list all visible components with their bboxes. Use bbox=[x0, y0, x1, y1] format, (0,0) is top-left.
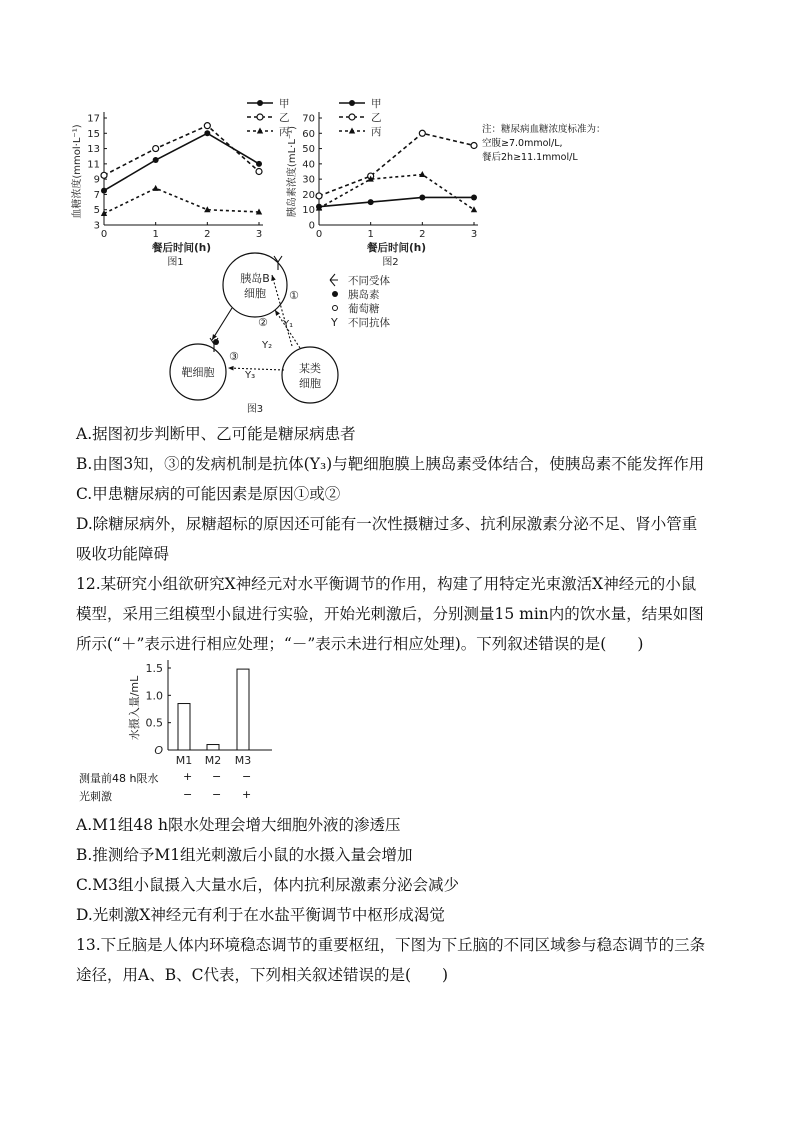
figure-caption: 图1 bbox=[167, 257, 184, 268]
arrow-y3-to-target-head bbox=[228, 366, 234, 371]
data-point-甲 bbox=[256, 161, 262, 167]
legend-marker bbox=[257, 128, 263, 134]
data-point-甲 bbox=[153, 157, 159, 163]
pathway-1-number: ① bbox=[289, 289, 299, 302]
data-point-乙 bbox=[153, 146, 159, 152]
category-label: M2 bbox=[204, 754, 222, 767]
y-tick-label: 50 bbox=[302, 144, 315, 156]
figure-3-caption: 图3 bbox=[246, 404, 264, 415]
bar-M2 bbox=[207, 745, 219, 750]
legend-label: 丙 bbox=[279, 126, 290, 138]
legend-label: 甲 bbox=[279, 98, 290, 110]
m1-light-stimulation: − bbox=[183, 788, 193, 801]
q12-option-a: A.M1组48 h限水处理会增大细胞外液的渗透压 bbox=[76, 816, 401, 834]
pancreatic-b-cell-label: 胰岛B bbox=[240, 272, 270, 285]
data-point-甲 bbox=[419, 194, 425, 200]
diabetes-standard-note bbox=[482, 123, 606, 165]
legend-glucose-icon bbox=[333, 306, 338, 311]
category-label: M3 bbox=[234, 754, 252, 767]
q12-option-c: C.M3组小鼠摄入大量水后，体内抗利尿激素分泌会减少 bbox=[76, 876, 459, 894]
y-tick-label: 13 bbox=[87, 144, 100, 156]
note-line-3: 餐后2h≥11.1mmol/L bbox=[482, 152, 578, 163]
legend-insulin-label: 胰岛素 bbox=[348, 289, 380, 301]
target-cell-label: 靶细胞 bbox=[181, 366, 215, 379]
antibody-y1-label: Y₁ bbox=[283, 319, 294, 330]
q13-stem-line-1: 13.下丘脑是人体内环境稳态调节的重要枢纽，下图为下丘脑的不同区域参与稳态调节的三条 bbox=[76, 936, 706, 954]
pathway-2-number: ② bbox=[258, 316, 268, 329]
data-point-乙 bbox=[471, 143, 477, 149]
series-line-乙 bbox=[319, 133, 474, 196]
legend-marker bbox=[349, 128, 355, 134]
data-point-甲 bbox=[471, 194, 477, 200]
legend-antibody-label: 不同抗体 bbox=[348, 317, 390, 329]
y-tick-label: 15 bbox=[87, 128, 100, 140]
y-tick-label: 0 bbox=[308, 220, 315, 232]
legend-receptor-icon bbox=[330, 274, 338, 286]
y-tick-label: 30 bbox=[302, 174, 315, 186]
data-point-乙 bbox=[204, 123, 210, 129]
antibody-y3-label: Y₃ bbox=[245, 370, 256, 381]
y-tick-label: 60 bbox=[302, 128, 315, 140]
insulin-dot bbox=[213, 339, 219, 345]
series-line-甲 bbox=[319, 197, 474, 206]
y-tick-label: 1.5 bbox=[145, 662, 163, 675]
y-tick-label: O bbox=[154, 744, 163, 757]
q12-stem-line-3: 所示(“＋”表示进行相应处理；“－”表示未进行相应处理)。下列叙述错误的是( ) bbox=[76, 635, 644, 653]
legend-glucose-label: 葡萄糖 bbox=[348, 303, 380, 315]
series-line-丙 bbox=[104, 188, 259, 213]
y-tick-label: 1.0 bbox=[145, 689, 163, 703]
data-point-乙 bbox=[419, 130, 425, 136]
data-point-乙 bbox=[101, 172, 107, 178]
y-axis-label: 血糖浓度(mmol·L⁻¹) bbox=[72, 124, 83, 219]
x-tick-label: 1 bbox=[367, 229, 374, 240]
y-tick-label: 10 bbox=[302, 205, 315, 217]
other-cell-label: 某类 bbox=[299, 362, 321, 375]
figure-3-mechanism-diagram bbox=[170, 253, 390, 415]
arrow-y3-to-target bbox=[228, 368, 284, 370]
bar-M3 bbox=[237, 669, 249, 750]
data-point-乙 bbox=[256, 169, 262, 175]
arrow-y2-to-pancreas-head bbox=[275, 310, 280, 316]
legend-marker bbox=[349, 100, 355, 106]
antibody-y2-label: Y₂ bbox=[262, 340, 273, 351]
x-tick-label: 1 bbox=[152, 229, 159, 240]
y-tick-label: 7 bbox=[93, 189, 100, 201]
data-point-甲 bbox=[204, 130, 210, 136]
data-point-丙 bbox=[152, 185, 158, 191]
q11-option-d-line-1: D.除糖尿病外，尿糖超标的原因还可能有一次性摄糖过多、抗利尿激素分泌不足、肾小管重 bbox=[76, 515, 698, 533]
data-point-丙 bbox=[471, 206, 477, 212]
y-tick-label: 70 bbox=[302, 113, 315, 125]
q12-stem-line-1: 12.某研究小组欲研究X神经元对水平衡调节的作用，构建了用特定光束激活X神经元的小鼠 bbox=[76, 575, 697, 593]
m1-water-restriction: + bbox=[183, 770, 193, 783]
figure-1-blood-glucose-chart bbox=[70, 98, 290, 268]
y-tick-label: 20 bbox=[302, 189, 315, 201]
y-tick-label: 5 bbox=[93, 205, 100, 217]
m2-water-restriction: − bbox=[212, 770, 222, 783]
note-line-2: 空腹≥7.0mmol/L, bbox=[482, 138, 563, 149]
legend-marker bbox=[257, 100, 263, 106]
q12-option-b: B.推测给予M1组光刺激后小鼠的水摄入量会增加 bbox=[76, 846, 413, 864]
series-line-甲 bbox=[104, 133, 259, 190]
legend-label: 乙 bbox=[371, 112, 382, 124]
q12-option-d: D.光刺激X神经元有利于在水盐平衡调节中枢形成渴觉 bbox=[76, 906, 445, 924]
y-tick-label: 40 bbox=[302, 159, 315, 171]
legend-marker bbox=[257, 114, 263, 120]
legend-marker bbox=[349, 114, 355, 120]
row-label-water-restriction: 测量前48 h限水 bbox=[79, 772, 159, 785]
legend-receptor-label: 不同受体 bbox=[348, 275, 390, 287]
bar-M1 bbox=[178, 704, 190, 750]
data-point-甲 bbox=[101, 188, 107, 194]
x-tick-label: 3 bbox=[470, 229, 478, 240]
x-axis-label: 餐后时间(h) bbox=[151, 242, 212, 254]
q11-option-c: C.甲患糖尿病的可能因素是原因①或② bbox=[76, 485, 341, 503]
other-cell bbox=[282, 347, 338, 403]
x-tick-label: 0 bbox=[315, 229, 323, 240]
legend-label: 甲 bbox=[371, 98, 382, 110]
y-tick-label: 9 bbox=[93, 174, 100, 186]
q11-option-b: B.由图3知，③的发病机制是抗体(Y₃)与靶细胞膜上胰岛素受体结合，使胰岛素不能发挥作用 bbox=[76, 455, 705, 473]
x-tick-label: 3 bbox=[255, 229, 263, 240]
q12-stem-line-2: 模型，采用三组模型小鼠进行实验，开始光刺激后，分别测量15 min内的饮水量，结果如图 bbox=[76, 605, 704, 623]
arrow-pancreas-to-target bbox=[212, 308, 232, 340]
other-cell-label: 细胞 bbox=[299, 377, 321, 390]
y-tick-label: 11 bbox=[87, 159, 100, 171]
m2-light-stimulation: − bbox=[212, 788, 222, 801]
row-label-light-stimulation: 光刺激 bbox=[79, 790, 112, 803]
figures-svg bbox=[0, 0, 800, 420]
pancreatic-b-cell-label: 细胞 bbox=[244, 287, 266, 300]
legend-insulin-icon bbox=[332, 291, 338, 297]
legend-label: 丙 bbox=[371, 126, 382, 138]
m3-light-stimulation: + bbox=[242, 788, 252, 801]
y-tick-label: 3 bbox=[93, 220, 100, 232]
y-axis-label: 水摄入量/mL bbox=[128, 675, 141, 741]
data-point-甲 bbox=[368, 199, 374, 205]
q13-stem-line-2: 途径，用A、B、C代表，下列相关叙述错误的是( ) bbox=[76, 966, 449, 984]
legend-label: 乙 bbox=[279, 112, 290, 124]
data-point-乙 bbox=[316, 193, 322, 199]
y-axis-label: 胰岛素浓度(mL·L⁻¹) bbox=[287, 125, 298, 218]
q11-option-a: A.据图初步判断甲、乙可能是糖尿病患者 bbox=[76, 425, 356, 443]
pathway-3-number: ③ bbox=[229, 350, 239, 363]
pancreatic-b-cell bbox=[223, 253, 287, 317]
note-line-1: 注：糖尿病血糖浓度标准为： bbox=[482, 124, 606, 135]
q11-option-d-line-2: 吸收功能障碍 bbox=[76, 545, 170, 563]
y-tick-label: 0.5 bbox=[145, 716, 163, 730]
y-tick-label: 17 bbox=[87, 113, 100, 125]
figure-2-insulin-chart bbox=[285, 98, 478, 268]
x-axis-label: 餐后时间(h) bbox=[366, 242, 427, 254]
x-tick-label: 2 bbox=[419, 229, 426, 240]
water-intake-bar-chart bbox=[0, 650, 400, 810]
legend-antibody-icon: Y bbox=[331, 316, 338, 329]
figure-caption: 图2 bbox=[382, 257, 399, 268]
x-tick-label: 0 bbox=[100, 229, 108, 240]
m3-water-restriction: − bbox=[242, 770, 252, 783]
x-tick-label: 2 bbox=[204, 229, 211, 240]
category-label: M1 bbox=[175, 754, 193, 767]
